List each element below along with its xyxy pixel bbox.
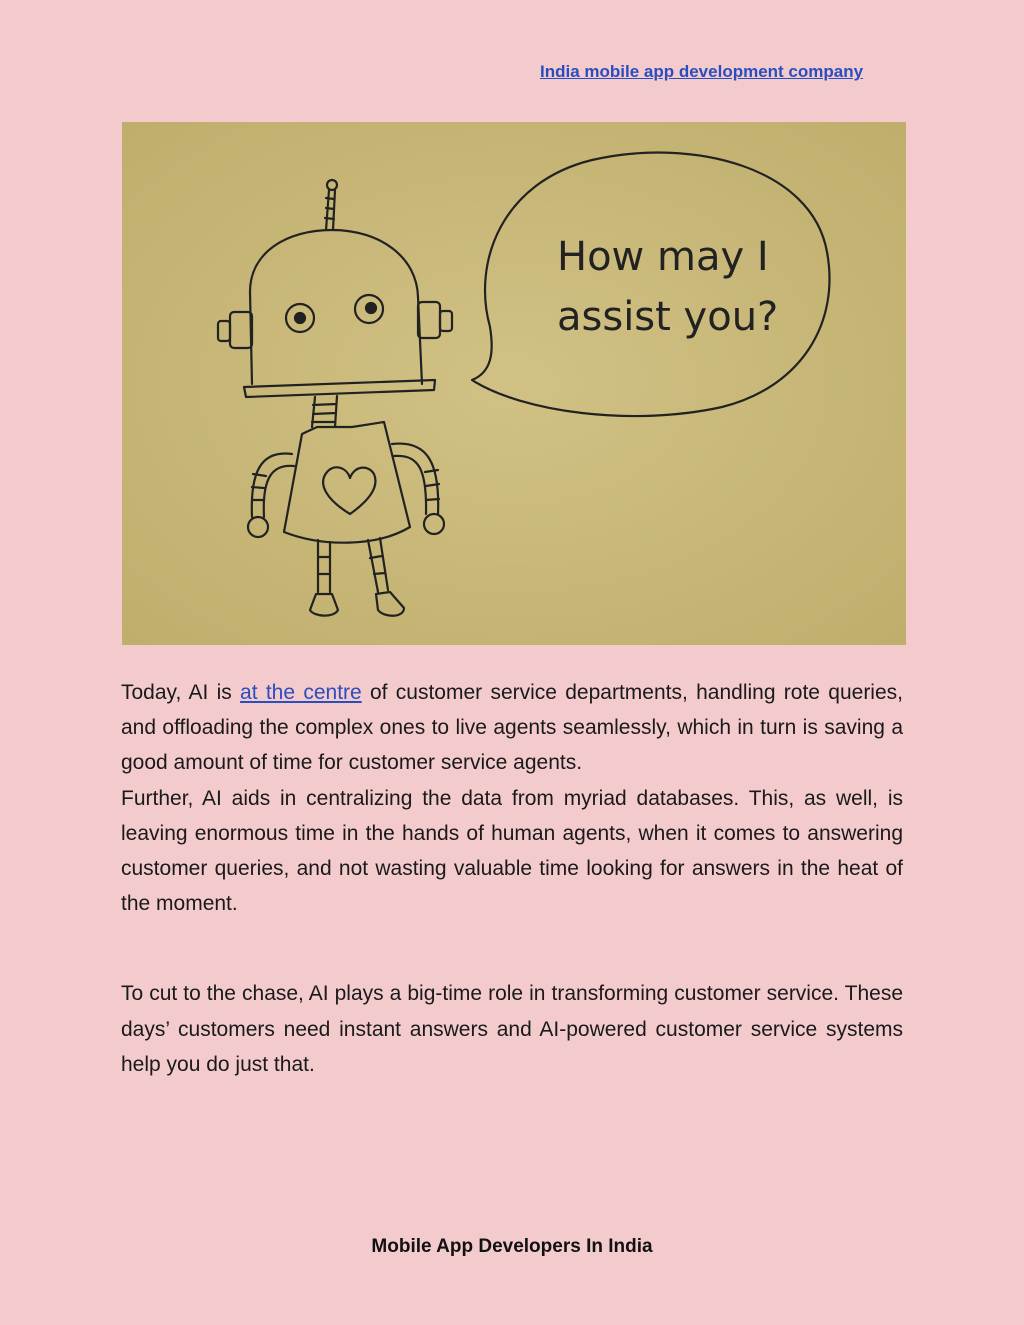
speech-line-1: How may I bbox=[557, 234, 769, 280]
article-body bbox=[121, 675, 903, 1082]
paragraph-1-before: Today, AI is bbox=[121, 681, 241, 704]
paragraph-1 bbox=[121, 675, 903, 781]
header-link[interactable]: India mobile app development company bbox=[540, 62, 864, 81]
at-the-centre-link[interactable]: at the centre bbox=[240, 681, 362, 704]
paragraph-2: Further, AI aids in centralizing the data from myriad databases. This, as well, is leaving enormous time in the hands of human agents, when it comes to answering customer queries, and not wasting valuable time looking for answers in the heat of the moment. bbox=[121, 786, 903, 916]
paragraph-3: To cut to the chase, AI plays a big-time role in transforming customer service. These days’ customers need instant answers and AI-powered customer service systems help you do just that. bbox=[121, 982, 903, 1076]
hero-image bbox=[122, 122, 906, 645]
paragraph-1-after: of customer service departments, handling rote queries, and offloading the complex ones to live agents seamlessly, which in turn is saving a good amount of time for customer service agents. bbox=[121, 681, 903, 775]
robot-illustration bbox=[122, 122, 906, 645]
footer-text: Mobile App Developers In India bbox=[371, 1236, 653, 1257]
speech-line-2: assist you? bbox=[557, 294, 779, 340]
